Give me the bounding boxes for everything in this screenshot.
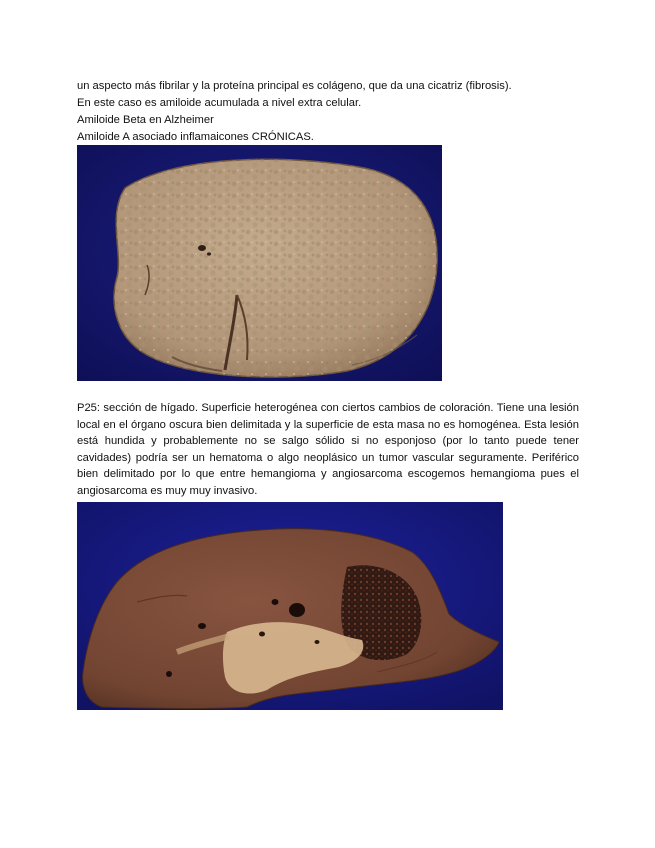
intro-line-3: Amiloide Beta en Alzheimer <box>77 114 214 126</box>
amyloid-section-photo <box>77 145 442 381</box>
intro-line-2: En este caso es amiloide acumulada a nivel extra celular. <box>77 97 362 109</box>
p25-description: P25: sección de hígado. Superficie heterogénea con ciertos cambios de coloración. Tiene una lesión local en el órgano oscura bien delimitada y la superficie de esta masa no es homogénea. Esta lesión está hundida y probablemente no se salgo sólido si no esponjoso (por lo tanto puede tener cavidades) podría ser un hematoma o algo neoplásico un tumor vascular seguramente. Periférico bien delimitado por lo que entre hemangioma y angiosarcoma escogemos hemangioma pues el angiosarcoma es muy muy invasivo. <box>77 402 579 497</box>
intro-line-4: Amiloide A asociado inflamaicones CRÓNICAS. <box>77 131 314 143</box>
liver-section-photo <box>77 502 503 710</box>
liver-section-image <box>77 502 503 710</box>
amyloid-section-image <box>77 145 442 381</box>
intro-line-1: un aspecto más fibrilar y la proteína principal es colágeno, que da una cicatriz (fibrosis). <box>77 80 512 92</box>
